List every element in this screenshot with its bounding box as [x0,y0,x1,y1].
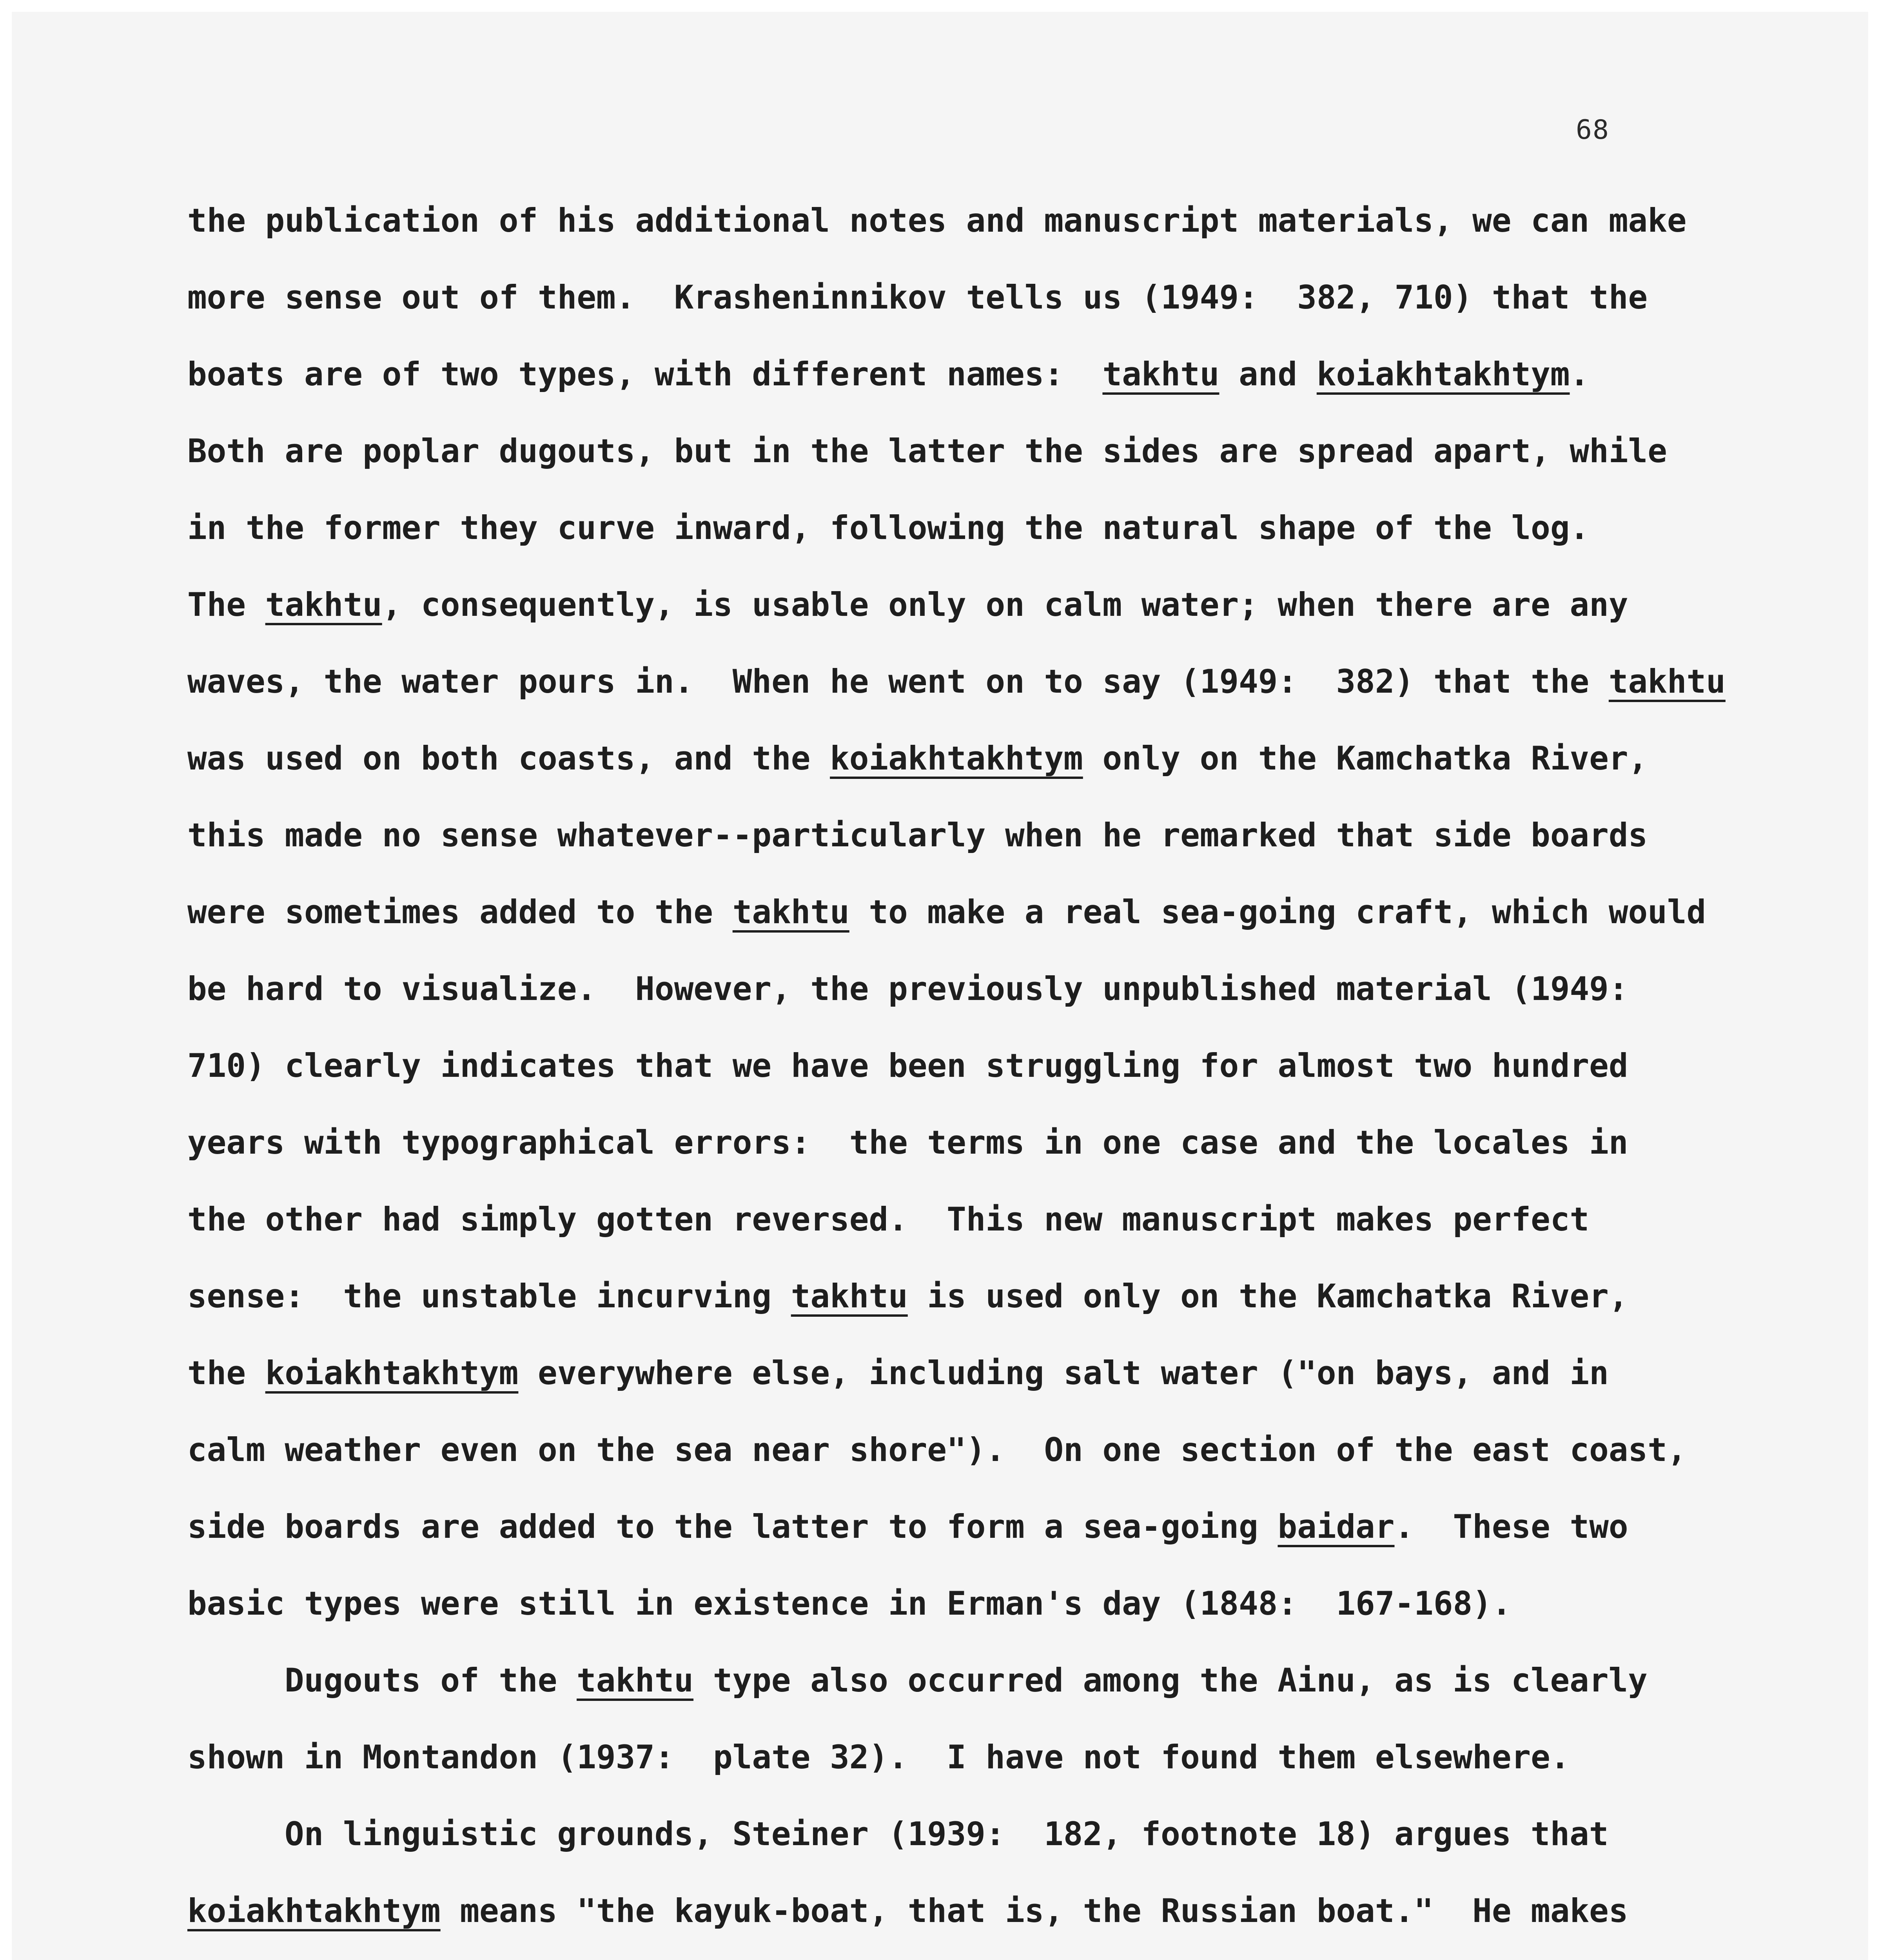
underlined-term: takhtu [265,586,382,624]
text-line [187,1488,1868,1565]
text-line [187,643,1868,720]
text-line [187,1719,1868,1796]
underlined-term: takhtu [577,1662,694,1699]
underlined-term: takhtu [1102,356,1219,393]
underlined-term: takhtu [791,1278,908,1315]
text-line [187,1258,1868,1335]
text-segment: basic types were still in existence in Erman's day (1848: 167-168). [187,1585,1512,1622]
text-line [187,1949,1868,1960]
underlined-term: koiakhtakhtym [265,1354,519,1392]
text-segment: calm weather even on the sea near shore"). On one section of the east coast, [187,1431,1687,1469]
text-segment: shown in Montandon (1937: plate 32). I have not found them elsewhere. [187,1739,1570,1776]
text-line [187,1873,1868,1949]
text-line [187,259,1868,336]
text-segment: and [1219,356,1317,393]
text-segment: be hard to visualize. However, the previously unpublished material (1949: [187,970,1628,1008]
text-line [187,797,1868,874]
text-segment: years with typographical errors: the terms in one case and the locales in [187,1124,1628,1161]
text-segment: Both are poplar dugouts, but in the latter the sides are spread apart, while [187,432,1667,470]
underlined-term: koiakhtakhtym [187,1892,441,1930]
text-segment: the other had simply gotten reversed. This new manuscript makes perfect [187,1201,1590,1238]
scanned-page [12,12,1868,1960]
text-segment: the publication of his additional notes and manuscript materials, we can make [187,202,1687,240]
underlined-term: koiakhtakhtym [1316,356,1570,393]
text-line [187,874,1868,951]
text-line [187,951,1868,1027]
text-segment: means "the kayuk-boat, that is, the Russian boat." He makes [440,1892,1628,1930]
text-segment: boats are of two types, with different names: [187,356,1103,393]
text-segment: more sense out of them. Krasheninnikov tells us (1949: 382, 710) that the [187,279,1648,316]
text-line [187,1104,1868,1181]
underlined-term: koiakhtakhtym [830,740,1083,777]
text-segment: waves, the water pours in. When he went on to say (1949: 382) that the [187,663,1609,701]
text-segment: The [187,586,265,624]
text-segment: On linguistic grounds, Steiner (1939: 182, footnote 18) argues that [285,1815,1609,1853]
text-segment: in the former they curve inward, following the natural shape of the log. [187,509,1590,547]
manuscript-body [187,182,1868,1960]
text-segment: everywhere else, including salt water ("on bays, and in [518,1354,1609,1392]
text-line [187,490,1868,566]
text-line [187,720,1868,797]
text-line [187,1796,1868,1873]
text-line [187,336,1868,413]
text-segment: was used on both coasts, and the [187,740,830,777]
text-segment: , consequently, is usable only on calm water; when there are any [382,586,1628,624]
text-segment: is used only on the Kamchatka River, [907,1278,1628,1315]
text-segment: . These two [1394,1508,1628,1546]
text-segment: only on the Kamchatka River, [1083,740,1648,777]
underlined-term: takhtu [1608,663,1726,701]
text-line [187,413,1868,490]
text-segment: were sometimes added to the [187,893,733,931]
text-line [187,182,1868,259]
text-line [187,1412,1868,1488]
text-segment: to make a real sea-going craft, which would [849,893,1706,931]
underlined-term: takhtu [732,893,849,931]
text-line [187,1027,1868,1104]
text-line [187,566,1868,643]
text-segment: sense: the unstable incurving [187,1278,791,1315]
text-segment: Dugouts of the [285,1662,577,1699]
text-segment: this made no sense whatever--particularly when he remarked that side boards [187,817,1648,854]
text-segment: the [187,1354,265,1392]
underlined-term: baidar [1278,1508,1395,1546]
text-segment: 710) clearly indicates that we have been struggling for almost two hundred [187,1047,1628,1085]
text-segment: side boards are added to the latter to form a sea-going [187,1508,1278,1546]
text-line [187,1181,1868,1258]
text-line [187,1335,1868,1412]
text-segment: type also occurred among the Ainu, as is clearly [693,1662,1648,1699]
page-number: 68 [1576,114,1610,145]
text-segment: . [1570,356,1590,393]
text-line [187,1565,1868,1642]
text-line [187,1642,1868,1719]
